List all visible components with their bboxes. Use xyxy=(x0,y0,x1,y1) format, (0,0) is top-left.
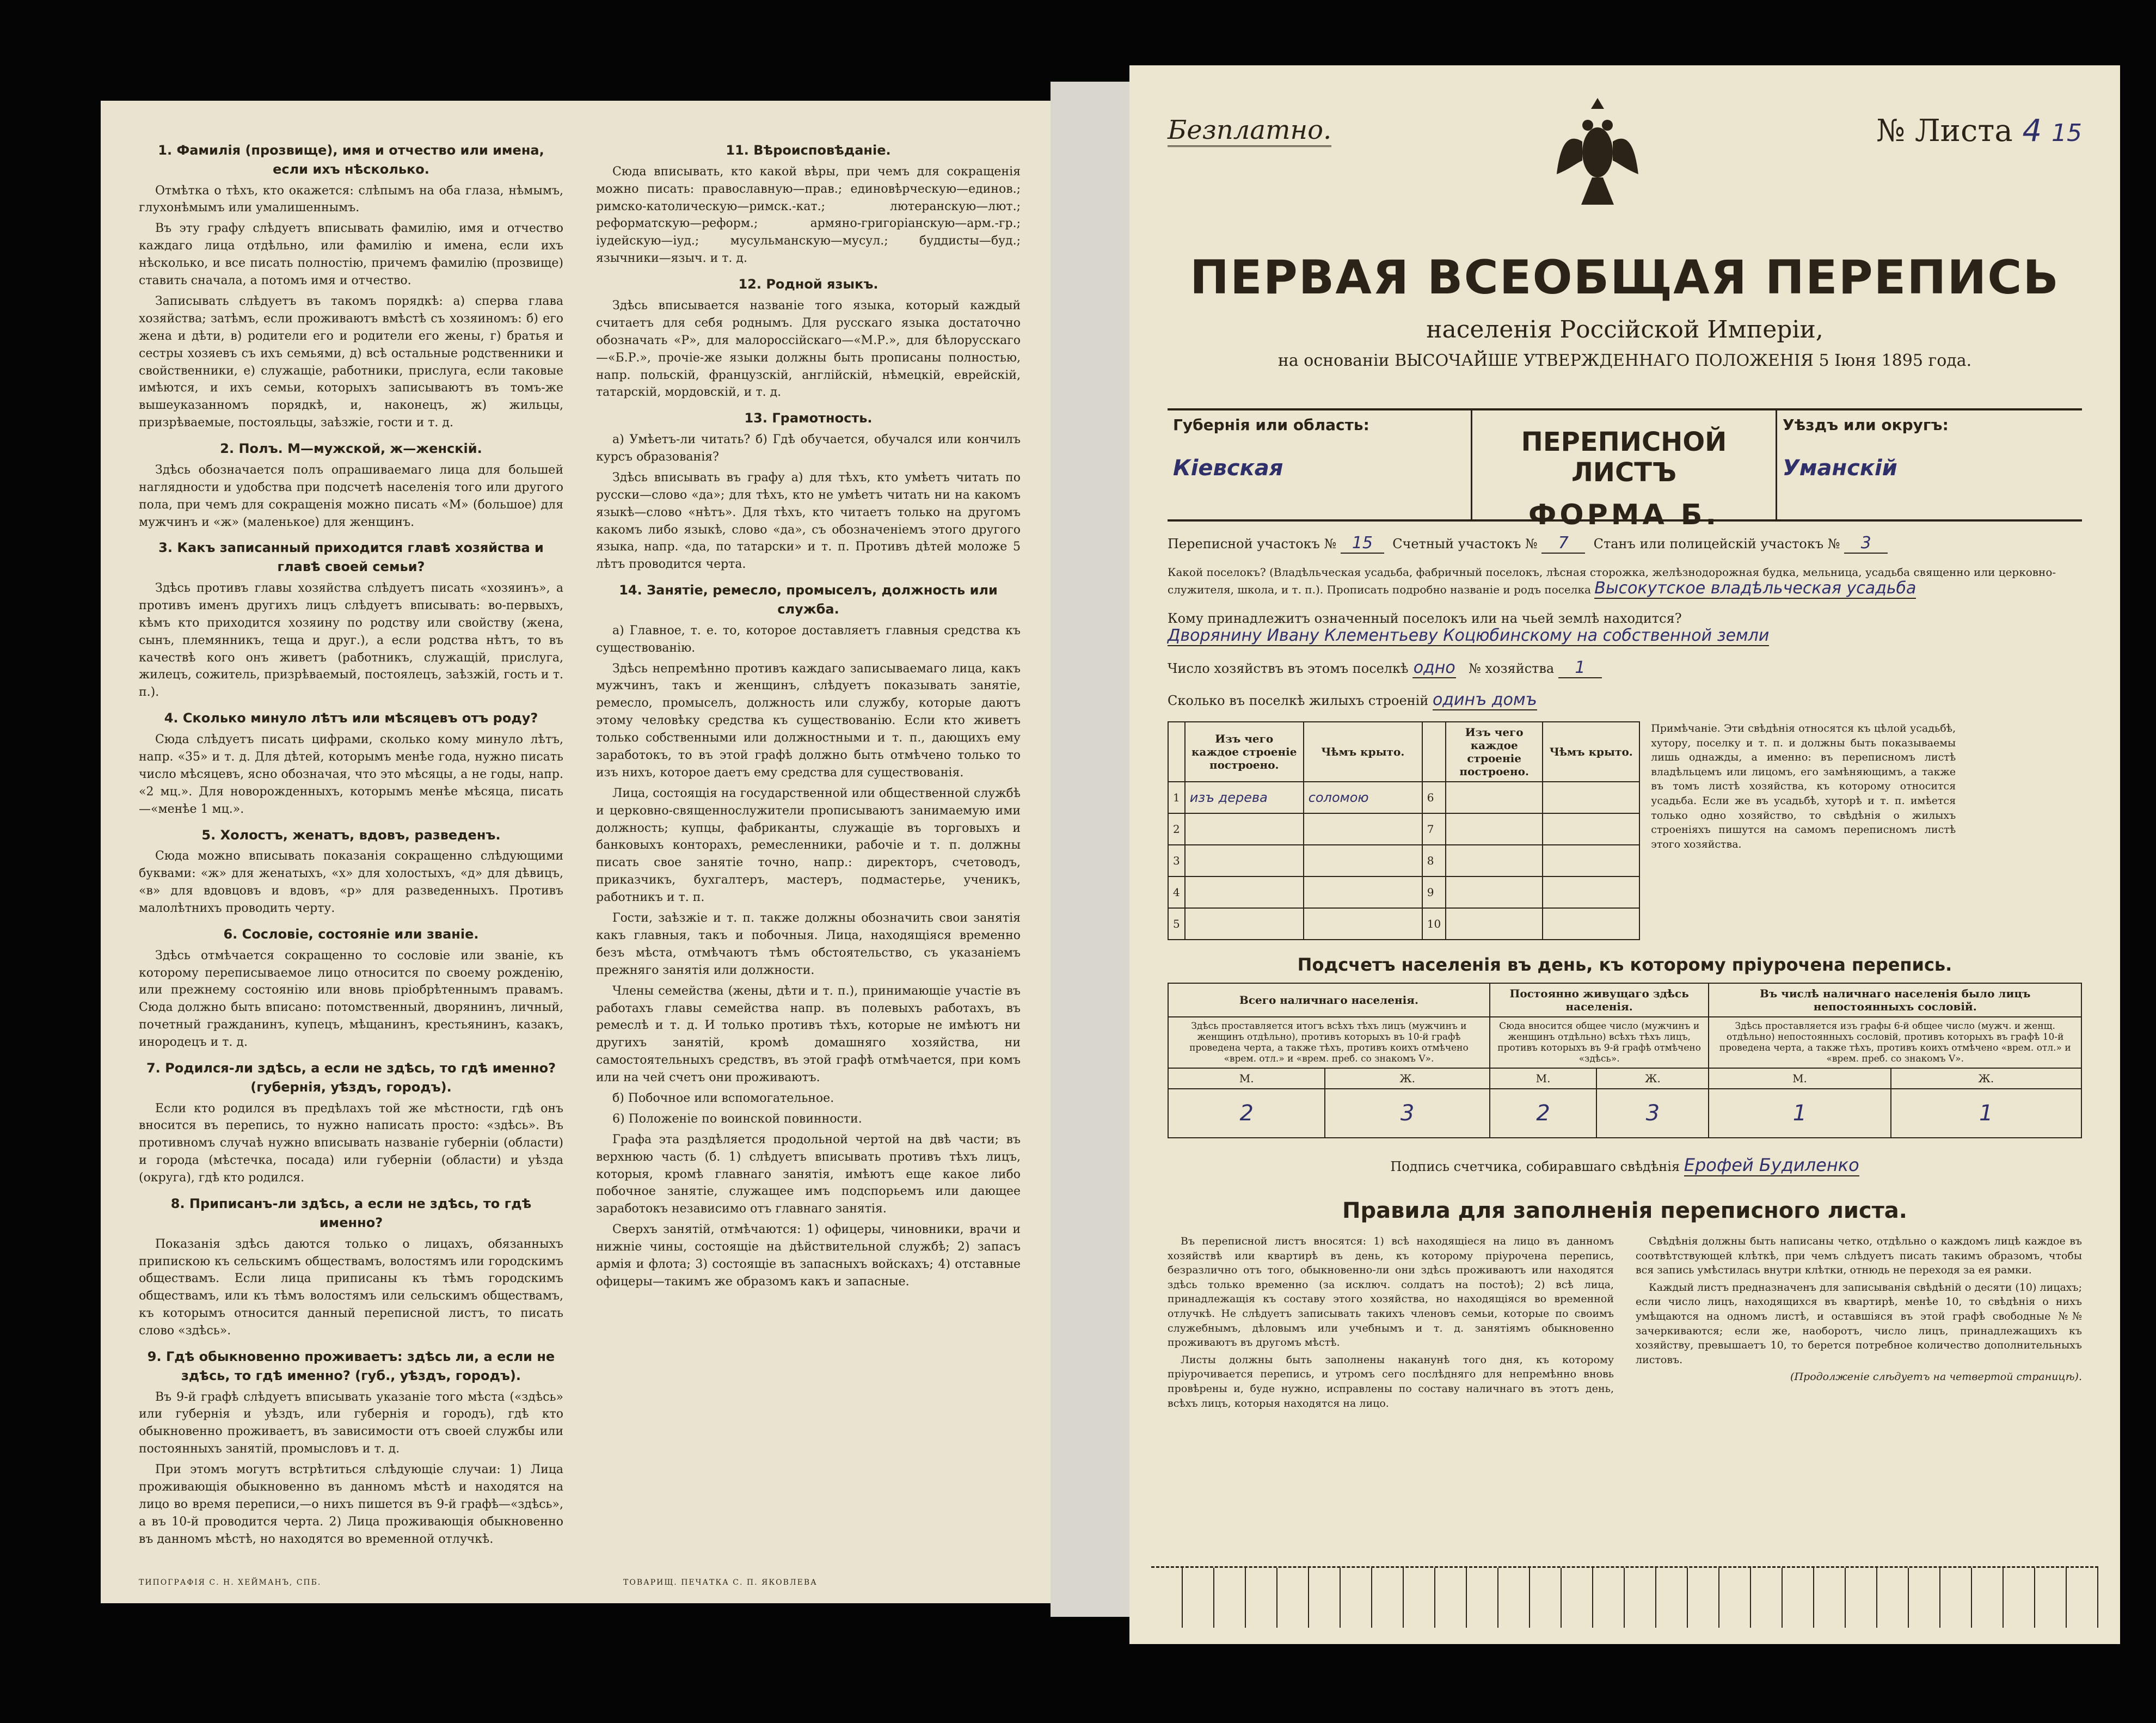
table-cell: 6 xyxy=(1422,782,1446,813)
table-cell: 1 xyxy=(1168,782,1185,813)
owner-line xyxy=(1168,611,2082,646)
form-header-box xyxy=(1168,408,2082,531)
table-cell: 3 xyxy=(1325,1089,1489,1138)
printer-imprint: ТИПОГРАФІЯ С. Н. ХЕЙМАНЪ, СПБ. xyxy=(139,1578,322,1587)
table-header: Изъ чего каждое строеніе построено. xyxy=(1185,722,1304,782)
table-cell xyxy=(1304,908,1422,940)
table-cell: М. xyxy=(1709,1068,1890,1089)
households-label: Число хозяйствъ въ этомъ поселкѣ xyxy=(1168,661,1409,676)
stub-cell xyxy=(1498,1568,1530,1628)
table-cell xyxy=(1185,876,1304,908)
table-cell: 1 xyxy=(1709,1089,1890,1138)
table-cell: Здѣсь проставляется итогъ всѣхъ тѣхъ лицъ (мужчинъ и женщинъ отдѣльно), противъ которыхъ въ 10-й графѣ проведена черта, а также тѣхъ, противъ коихъ отмѣчено «врем. отл.» и «врем. преб. со знакомъ V». xyxy=(1168,1017,1490,1068)
table-cell: изъ дерева xyxy=(1185,782,1304,813)
signature-line xyxy=(1168,1155,2082,1176)
paragraph: а) Умѣетъ-ли читать? б) Гдѣ обучается, обучался или кончилъ курсъ образованія? xyxy=(596,433,1021,464)
buildings-table xyxy=(1168,721,1640,940)
stub-cell xyxy=(1341,1568,1372,1628)
paragraph: Сюда можно вписывать показанія сокращенно слѣдующими буквами: «ж» для женатыхъ, «х» для холостыхъ, «д» для дѣвицъ, «в» для вдовцовъ и вдовъ, «р» для разведенныхъ. Противъ малолѣтнихъ проводить черту. xyxy=(139,849,563,915)
table-cell: М. xyxy=(1490,1068,1597,1089)
buildings-value: одинъ домъ xyxy=(1432,690,1537,709)
section-heading: 1. Фамилія (прозвище), имя и отчество или имена, если ихъ нѣсколько. xyxy=(158,143,544,177)
paragraph: а) Главное, т. е. то, которое доставляетъ главныя средства къ существованію. xyxy=(596,623,1021,655)
stub-cell xyxy=(1656,1568,1688,1628)
table-header: Чѣмъ крыто. xyxy=(1543,722,1639,782)
table-cell xyxy=(1304,845,1422,876)
table-cell xyxy=(1304,876,1422,908)
stub-cell xyxy=(1151,1568,1183,1628)
section-heading: 5. Холостъ, женатъ, вдовъ, разведенъ. xyxy=(201,827,501,843)
paragraph: 6) Положеніе по воинской повинности. xyxy=(612,1112,862,1126)
printer-imprint-2: ТОВАРИЩ. ПЕЧАТКА С. П. ЯКОВЛЕВА xyxy=(623,1578,818,1587)
owner-label: Кому принадлежитъ означенный поселокъ или на чьей землѣ находится? xyxy=(1168,611,1682,626)
paragraph: б) Побочное или вспомогательное. xyxy=(612,1091,834,1105)
paragraph: Отмѣтка о тѣхъ, кто окажется: слѣпымъ на оба глаза, нѣмымъ, глухонѣмымъ или умалишеннымъ. xyxy=(139,183,563,215)
section-heading: 4. Сколько минуло лѣтъ или мѣсяцевъ отъ роду? xyxy=(164,710,538,726)
stub-cell xyxy=(1751,1568,1783,1628)
census-subtitle: населенія Россійской Имперіи, xyxy=(1426,316,1823,344)
province-field xyxy=(1168,410,1472,519)
binding-spine xyxy=(1051,82,1129,1617)
settlement-line xyxy=(1168,566,2082,599)
stub-cell xyxy=(1972,1568,2004,1628)
paragraph: Лица, состоящія на государственной или общественной службѣ и церковно-священнослужители прописываютъ занимаемую ими должность; купцы, фабриканты, служащіе въ торговыхъ и банковыхъ конторахъ, ремесленники, рабочіе и т. п. должны писать свое занятіе точно, напр.: директоръ, счетоводъ, приказчикъ, бухгалтеръ, мастеръ, подмастерье, ученикъ, работникъ и т. п. xyxy=(596,786,1021,905)
table-cell: Ж. xyxy=(1891,1068,2081,1089)
list-title: ПЕРЕПИСНОЙ ЛИСТЪ xyxy=(1521,427,1727,488)
owner-value: Дворянину Ивану Клементьеву Коцюбинскому на собственной земли xyxy=(1168,626,1770,645)
table-header: Постоянно живущаго здѣсь населенія. xyxy=(1490,983,1709,1017)
stub-cell xyxy=(1214,1568,1246,1628)
stub-cell xyxy=(1530,1568,1562,1628)
table-cell: 5 xyxy=(1168,908,1185,940)
district-label: Уѣздъ или округъ: xyxy=(1783,416,1949,434)
buildings-section xyxy=(1168,721,2082,940)
census-decree: на основаніи ВЫСОЧАЙШЕ УТВЕРЖДЕННАГО ПОЛОЖЕНІЯ 5 Іюня 1895 года. xyxy=(1277,351,1972,370)
signature-value: Ерофей Будиленко xyxy=(1684,1155,1859,1175)
settlement-label: Какой поселокъ? (Владѣльческая усадьба, фабричный поселокъ, лѣсная сторожка, желѣзнодорожная будка, мельница, усадьба священно или церковно-служителя, школа, и т. п.). Прописать подробно названіе и родъ поселка xyxy=(1168,566,2056,596)
police-district-label: Станъ или полицейскій участокъ № xyxy=(1593,536,1840,551)
rules-text xyxy=(1168,1234,2082,1413)
household-number-value: 1 xyxy=(1558,658,1602,678)
paragraph: Здѣсь непремѣнно противъ каждаго записываемаго лица, какъ мужчинъ, такъ и женщинъ, слѣдуетъ показывать занятіе, ремесло, промыселъ, должность или службу, которые даютъ этому человѣку средства къ существованію. Если кто живетъ только собственными или должностными и т. п., дающихъ ему заработокъ, то въ этой графѣ должно быть отмѣчено только то изъ нихъ, которое даетъ ему средства для существованія. xyxy=(596,661,1021,780)
province-label: Губернія или область: xyxy=(1173,416,1369,434)
table-row xyxy=(1168,845,1639,876)
table-cell xyxy=(1446,813,1543,845)
paragraph: Записывать слѣдуетъ въ такомъ порядкѣ: а) сперва глава хозяйства; затѣмъ, если проживаютъ вмѣстѣ съ хозяиномъ: б) его жена и дѣти, в) родители его и родители его жены, г) братья и сестры хозяевъ съ ихъ семьями, д) всѣ остальные родственники и свойственники, е) служащіе, работники, прислуга, если таковые имѣются, и ихъ семьи, которыхъ записываютъ въ томъ-же вышеуказанномъ порядкѣ, и, наконецъ, ж) жильцы, призрѣваемые, постояльцы, заѣзжіе, гости и т. д. xyxy=(139,294,563,430)
table-header: Изъ чего каждое строеніе построено. xyxy=(1446,722,1543,782)
continued-note: (Продолженіе слѣдуетъ на четвертой страницѣ). xyxy=(1790,1371,2082,1383)
table-cell xyxy=(1543,782,1639,813)
paragraph: Сюда вписывать, кто какой вѣры, при чемъ для сокращенія можно писать: православную—прав.; единовѣрческую—единов.; римско-католическую—римск.-кат.; лютеранскую—лют.; реформатскую—реформ.; армяно-григоріанскую—арм.-гр.; іудейскую—іуд.; мусульманскую—мусул.; буддисты—буд.; язычники—языч. и т. д. xyxy=(596,164,1021,266)
table-cell xyxy=(1446,845,1543,876)
stub-cell xyxy=(1404,1568,1435,1628)
table-row xyxy=(1168,813,1639,845)
stub-cell xyxy=(1625,1568,1656,1628)
paragraph: Показанія здѣсь даются только о лицахъ, обязанныхъ припискою къ сельскимъ обществамъ, волостямъ или городскимъ обществамъ. Если лица приписаны къ тѣмъ городскимъ обществамъ, или къ тѣмъ волостямъ или сельскимъ обществамъ, къ которымъ относится данный переписной листъ, то писать слово «здѣсь». xyxy=(139,1237,563,1338)
table-cell xyxy=(1543,908,1639,940)
paragraph: Здѣсь вписывается названіе того языка, который каждый считаетъ для себя роднымъ. Для русскаго языка достаточно обозначать «Р», для малороссійскаго—«М.Р.», для бѣлорусскаго—«Б.Р.», прочіе-же языки должны быть прописаны полностью, напр. польскій, французскій, англійскій, нѣмецкій, еврейскій, татарскій, мордовскій, и т. д. xyxy=(596,298,1021,400)
table-cell xyxy=(1185,845,1304,876)
stub-cell xyxy=(2067,1568,2098,1628)
stub-cell xyxy=(1940,1568,1972,1628)
instructions-column-2 xyxy=(596,133,1021,1527)
stub-cell xyxy=(1562,1568,1593,1628)
section-heading: 6. Сословіе, состояніе или званіе. xyxy=(223,926,479,942)
household-number-label: № хозяйства xyxy=(1469,661,1555,676)
table-row xyxy=(1168,876,1639,908)
table-cell: М. xyxy=(1168,1068,1325,1089)
census-district-value: 15 xyxy=(1341,534,1384,554)
buildings-label: Сколько въ поселкѣ жилыхъ строеній xyxy=(1168,693,1429,708)
rules-paragraph: Каждый листъ предназначенъ для записыванія свѣдѣній о десяти (10) лицахъ; если число лицъ, находящихся въ квартирѣ, менѣе 10, то свѣдѣнія о нихъ умѣщаются на одномъ листѣ, и оставшіяся въ этой графѣ свободные №№ зачеркиваются; если же, наоборотъ, число лицъ, принадлежащихъ къ хозяйству, превышаетъ 10, то берется потребное количество дополнительныхъ листовъ. xyxy=(1636,1281,2082,1366)
sheet-number-handwritten: 4 xyxy=(2022,113,2042,149)
signature-label: Подпись счетчика, собиравшаго свѣдѣнія xyxy=(1390,1159,1680,1174)
section-heading: 9. Гдѣ обыкновенно проживаетъ: здѣсь ли, а если не здѣсь, то гдѣ именно? (губ., уѣздъ, городъ). xyxy=(147,1348,555,1383)
table-cell xyxy=(1185,813,1304,845)
table-cell: Ж. xyxy=(1596,1068,1709,1089)
paragraph: Въ эту графу слѣдуетъ вписывать фамилію, имя и отчество каждаго лица отдѣльно, или фамилію и имена, если ихъ нѣсколько, и все писать полностію, причемъ фамилію (прозвище) ставить сначала, а потомъ имя и отчество. xyxy=(139,222,563,288)
police-district-value: 3 xyxy=(1844,534,1888,554)
stub-cell xyxy=(1593,1568,1625,1628)
count-title: Подсчетъ населенія въ день, къ которому пріурочена перепись. xyxy=(1297,954,1952,975)
section-heading: 14. Занятіе, ремесло, промыселъ, должность или служба. xyxy=(619,582,998,617)
stub-cell xyxy=(1719,1568,1751,1628)
table-cell: 4 xyxy=(1168,876,1185,908)
stub-cell xyxy=(2004,1568,2035,1628)
census-title: ПЕРВАЯ ВСЕОБЩАЯ ПЕРЕПИСЬ xyxy=(1190,250,2060,305)
paragraph: Сверхъ занятій, отмѣчаются: 1) офицеры, чиновники, врачи и нижніе чины, состоящіе на дѣйствительной службѣ; 2) запасъ армія и флота; 3) состоящіе въ запасныхъ войскахъ; 4) отставные офицеры—такимъ же образомъ какъ и запасные. xyxy=(596,1223,1021,1289)
province-value: Кіевская xyxy=(1173,456,1283,481)
table-cell: 9 xyxy=(1422,876,1446,908)
stub-cell xyxy=(1277,1568,1309,1628)
table-cell xyxy=(1543,845,1639,876)
table-cell: 2 xyxy=(1490,1089,1597,1138)
stub-cell xyxy=(1435,1568,1467,1628)
rules-paragraph: Свѣдѣнія должны быть написаны четко, отдѣльно о каждомъ лицѣ каждое въ соотвѣтствующей клѣткѣ, при чемъ слѣдуетъ писать такимъ образомъ, чтобы вся запись умѣстилась внутри клѣтки, отнюдь не переходя за ея рамки. xyxy=(1636,1235,2082,1277)
stub-cell xyxy=(1372,1568,1404,1628)
stub-cell xyxy=(2035,1568,2067,1628)
table-cell xyxy=(1543,813,1639,845)
rules-title: Правила для заполненія переписного листа. xyxy=(1342,1198,1907,1223)
stub-cell xyxy=(1877,1568,1909,1628)
paragraph: Здѣсь противъ главы хозяйства слѣдуетъ писать «хозяинъ», а противъ именъ другихъ лицъ слѣдуетъ вписывать: во-первыхъ, кѣмъ кто приходится хозяину по родству или свойству (жена, сынъ, племянникъ, теща и друг.), а если родства нѣтъ, то въ качествѣ кого онъ живетъ (работникъ, служащій, прислуга, жилецъ, сожитель, призрѣваемый, постоялецъ, заѣзжій, гость и т. п.). xyxy=(139,581,563,700)
table-cell: Здѣсь проставляется изъ графы 6-й общее число (мужч. и женщ. отдѣльно) непостоянныхъ сословій, противъ которыхъ въ графѣ 10-й проведена черта, а также тѣхъ, противъ коихъ отмѣчено «врем. отл.» и «врем. преб. со знакомъ V». xyxy=(1709,1017,2081,1068)
table-cell xyxy=(1304,813,1422,845)
section-heading: 2. Полъ. М—мужской, ж—женскій. xyxy=(220,441,482,457)
table-cell xyxy=(1446,782,1543,813)
table-cell xyxy=(1446,876,1543,908)
table-cell: 2 xyxy=(1168,813,1185,845)
table-row xyxy=(1168,782,1639,813)
population-count-table xyxy=(1168,983,2082,1138)
stub-cell xyxy=(1783,1568,1814,1628)
table-row xyxy=(1168,908,1639,940)
section-heading: 13. Грамотность. xyxy=(744,410,873,426)
stub-cell xyxy=(1309,1568,1341,1628)
stub-cell xyxy=(1467,1568,1498,1628)
sheet-number xyxy=(1876,113,2082,149)
table-header: Чѣмъ крыто. xyxy=(1304,722,1422,782)
section-heading: 12. Родной языкъ. xyxy=(738,277,879,292)
paragraph: Члены семейства (жены, дѣти и т. п.), принимающіе участіе въ работахъ главы семейства напр. въ полевыхъ работахъ, въ ремеслѣ и т. д. И только противъ тѣхъ, которые не имѣютъ ни другихъ занятій, кромѣ домашняго хозяйства, ни самостоятельныхъ средствъ, въ этой графѣ отмѣчается, при комъ или на чей счетъ они проживаютъ. xyxy=(596,984,1021,1085)
households-value: одно xyxy=(1413,658,1455,677)
district-field xyxy=(1777,410,2082,519)
table-cell: 10 xyxy=(1422,908,1446,940)
table-cell: 8 xyxy=(1422,845,1446,876)
form-title xyxy=(1472,410,1777,531)
stub-cell xyxy=(1846,1568,1877,1628)
paragraph: Графа эта раздѣляется продольной чертой на двѣ части; въ верхнюю часть (б. 1) слѣдуетъ вписывать противъ тѣхъ лицъ, которыя, кромѣ главнаго занятія, имѣютъ еще какое либо побочное занятіе, служащее имъ подспорьемъ или дающее заработокъ независимо отъ главнаго занятія. xyxy=(596,1132,1021,1216)
rules-paragraph: Листы должны быть заполнены наканунѣ того дня, къ которому пріурочивается перепись, и утромъ сего послѣдняго для непремѣнно вновь провѣрены и, буде нужно, исправлены по составу наличнаго въ этотъ день, всѣхъ лицъ, которыя находятся на лицо. xyxy=(1168,1353,1614,1409)
table-header: Всего наличнаго населенія. xyxy=(1168,983,1490,1017)
table-header xyxy=(1168,722,1185,782)
table-cell: Сюда вносится общее число (мужчинъ и женщинъ отдѣльно) всѣхъ тѣхъ лицъ, противъ которыхъ въ 9-й графѣ отмѣчено «здѣсь». xyxy=(1490,1017,1709,1068)
instructions-column-1 xyxy=(139,133,563,1546)
counting-district-value: 7 xyxy=(1541,534,1585,554)
stub-cell xyxy=(1814,1568,1846,1628)
stub-cell xyxy=(1183,1568,1214,1628)
section-heading: 8. Приписанъ-ли здѣсь, а если не здѣсь, то гдѣ именно? xyxy=(170,1196,532,1230)
table-cell: 3 xyxy=(1168,845,1185,876)
table-cell xyxy=(1446,908,1543,940)
households-line xyxy=(1168,658,2082,678)
table-cell: 1 xyxy=(1891,1089,2081,1138)
paragraph: Здѣсь вписывать въ графу а) для тѣхъ, кто умѣетъ читать по русски—слово «да»; для тѣхъ, кто не умѣетъ читать ни на какомъ языкѣ—слово «нѣтъ». Для тѣхъ, кто читаетъ только на другомъ какомъ либо языкѣ, слово «да», съ обозначеніемъ этого другого языка, напр. «да, по татарски» и т. п. Противъ дѣтей моложе 5 лѣтъ проводится черта. xyxy=(596,470,1021,572)
imperial-eagle-icon xyxy=(1554,93,1641,212)
stub-cell xyxy=(1246,1568,1277,1628)
stub-cell xyxy=(1909,1568,1940,1628)
sheet-number-label: № Листа xyxy=(1876,113,2013,149)
settlement-value: Высокутское владѣльческая усадьба xyxy=(1594,579,1917,598)
table-cell: Ж. xyxy=(1325,1068,1489,1089)
paragraph: Въ 9-й графѣ слѣдуетъ вписывать указаніе того мѣста («здѣсь» или губернія и уѣздъ, или губернія и городъ), гдѣ кто обыкновенно проживаетъ, въ зависимости отъ своей службы или постоянныхъ занятій, промысловъ и т. д. xyxy=(139,1390,563,1456)
section-heading: 11. Вѣроисповѣданіе. xyxy=(726,143,891,158)
counting-district-label: Счетный участокъ № xyxy=(1392,536,1538,551)
form-label: ФОРМА Б. xyxy=(1528,499,1720,531)
sheet-number-handwritten-2: 15 xyxy=(2051,119,2082,147)
table-cell: соломою xyxy=(1304,782,1422,813)
district-value: Уманскій xyxy=(1783,456,1897,481)
left-page xyxy=(101,101,1059,1603)
paragraph: Если кто родился въ предѣлахъ той же мѣстности, гдѣ онъ вносится въ перепись, то нужно написать просто: «здѣсь». Въ противномъ случаѣ нужно вписывать названіе губерніи (области) и города (мѣстечка, посада) или губерніи (области) и уѣзда (округа), гдѣ кто родился. xyxy=(139,1101,563,1185)
free-label: Безплатно. xyxy=(1168,115,1331,147)
table-cell: 7 xyxy=(1422,813,1446,845)
table-cell xyxy=(1185,908,1304,940)
rules-paragraph: Въ переписной листъ вносятся: 1) всѣ находящіеся на лицо въ данномъ хозяйствѣ или квартирѣ въ день, къ которому пріурочена перепись, безразлично отъ того, обыкновенно-ли они здѣсь проживаютъ или находятся здѣсь только временно (за исключ. солдатъ на постоѣ); 2) всѣ лица, принадлежащія къ составу этого хозяйства, но находящіяся во временной отлучкѣ. Не слѣдуетъ записывать такихъ членовъ семьи, которые по своимъ служебнымъ, дѣловымъ или учебнымъ и т. д. занятіямъ обыкновенно проживаютъ въ другомъ мѣстѣ. xyxy=(1168,1235,1614,1349)
paragraph: Здѣсь отмѣчается сокращенно то сословіе или званіе, къ которому переписываемое лицо относится по своему рожденію, или прежнему состоянію или вновь пріобрѣтеннымъ правамъ. Сюда должно быть вписано: потомственный, дворянинъ, личный, почетный гражданинъ, купецъ, мѣщанинъ, крестьянинъ, казакъ, инородецъ и т. д. xyxy=(139,948,563,1050)
table-header: Въ числѣ наличнаго населенія было лицъ непостоянныхъ сословій. xyxy=(1709,983,2081,1017)
census-district-label: Переписной участокъ № xyxy=(1168,536,1337,551)
paragraph: При этомъ могутъ встрѣтиться слѣдующіе случаи: 1) Лица проживающія обыкновенно въ данномъ мѣстѣ и находятся на лицо во время переписи,—о нихъ пишется въ 9-й графѣ—«здѣсь», а въ 10-й проводится черта. 2) Лица проживающія обыкновенно въ данномъ мѣстѣ, но находятся во временной отлучкѣ. xyxy=(139,1463,563,1546)
table-cell: 3 xyxy=(1596,1089,1709,1138)
table-cell xyxy=(1543,876,1639,908)
section-heading: 3. Какъ записанный приходится главѣ хозяйства и главѣ своей семьи? xyxy=(158,540,544,575)
tear-off-stub xyxy=(1151,1566,2098,1628)
paragraph: Здѣсь обозначается полъ опрашиваемаго лица для большей наглядности и удобства при подсчетѣ населенія того или другого пола, при чемъ для сокращенія можно писать «М» (большое) для мужчинъ и «ж» (маленькое) для женщинъ. xyxy=(139,463,563,529)
table-cell: 2 xyxy=(1168,1089,1325,1138)
census-form-page xyxy=(1129,65,2120,1644)
buildings-line xyxy=(1168,690,2082,710)
precinct-line xyxy=(1168,534,2082,554)
paragraph: Сюда слѣдуетъ писать цифрами, сколько кому минуло лѣтъ, напр. «35» и т. д. Для дѣтей, которымъ менѣе года, нужно писать число мѣсяцевъ, ясно обозначая, что это мѣсяцы, а не годы, напр. «2 мц.». Для новорожденныхъ, которымъ менѣе мѣсяца, писать—«менѣе 1 мц.». xyxy=(139,733,563,816)
buildings-note: Примѣчаніе. Эти свѣдѣнія относятся къ цѣлой усадьбѣ, хутору, поселку и т. п. и должны быть показываемы лишь однажды, а именно: въ переписномъ листѣ владѣльцемъ или лицомъ, его замѣняющимъ, а также въ томъ листѣ хозяйства, къ которому относится усадьба. Если же въ усадьбѣ, хуторѣ и т. п. имѣется только одно хозяйство, то свѣдѣнія о жилыхъ строеніяхъ пишутся на самомъ переписномъ листѣ этого хозяйства. xyxy=(1651,722,1956,850)
paragraph: Гости, заѣзжіе и т. п. также должны обозначить свои занятія какъ главныя, такъ и побочныя. Лица, находящіяся временно безъ мѣста, отмѣчаютъ тѣмъ обстоятельство, съ указаніемъ прежняго занятія или должности. xyxy=(596,911,1021,977)
section-heading: 7. Родился-ли здѣсь, а если не здѣсь, то гдѣ именно? (губернія, уѣздъ, городъ). xyxy=(146,1060,556,1095)
stub-cell xyxy=(1688,1568,1719,1628)
